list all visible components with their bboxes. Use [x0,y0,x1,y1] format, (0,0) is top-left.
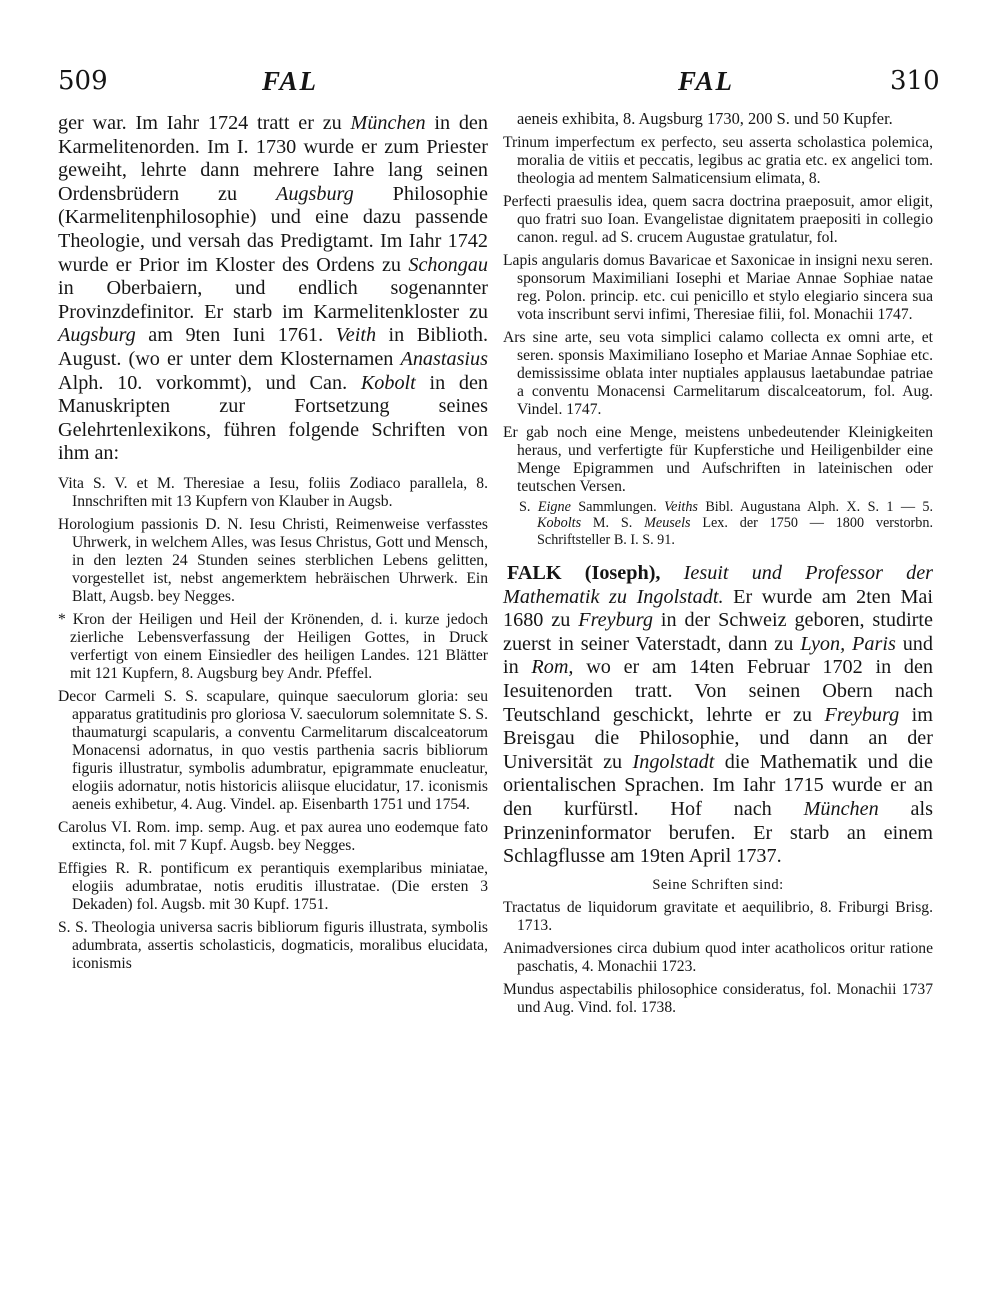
text-run: in Biblioth. August. (wo er unter dem Klosternamen [58,324,488,370]
closing-note: Er gab noch eine Menge, meistens unbedeutender Kleinigkeiten heraus, und verfertigte für Kupferstiche und Heiligenbilder eine Menge Epigrammen und Aufschriften in lateinischen oder teutschen Versen. [503,423,933,495]
place-name: Augsburg [58,324,136,347]
place-name: Rom, [531,656,574,679]
writing-entry: Tractatus de liquidorum gravitate et aequilibrio, 8. Friburgi Brisg. 1713. [503,898,933,934]
left-running-title: FAL [262,66,319,96]
falk-article [503,562,933,869]
place-name: Lyon, Paris [800,632,896,655]
text-run: ger war. Im Iahr 1724 tratt er zu [58,112,351,134]
bibliography-entry: Lapis angularis domus Bavaricae et Saxonicae in insigni nexu seren. sponsorum Maximiliani Iosephi et Mariae Annae Sophiae natae reg. Polon. princip. etc. cui penicillo et stylo elegiario sincera sua vota inscribunt servi infimi, Theresiae filii, fol. Monachii 1747. [503,251,933,323]
text-run: Er wurde am 2ten Mai 1680 zu [503,585,933,632]
text-run: Eigne [537,498,571,515]
text-run: als Prinzeninformator berufen. Er starb an einem Schlagflusse am 19ten April 1737. [503,798,933,868]
right-running-title: FAL [678,66,735,96]
bibliography-entry: Effigies R. R. pontificum ex perantiquis exemplaribus miniatae, elogiis adumbratae, notis eruditis illustratae. (Die ersten 3 Dekaden) fol. Augsb. mit 30 Kupf. 1751. [58,859,488,913]
text-run: wo er am 14ten Februar 1702 in den Iesuitenorden tratt. Von seinen Obern nach Teutschland geschickt, lehrte er zu [503,656,934,726]
writing-entry: Animadversiones circa dubium quod inter acatholicos oritur ratione paschatis, 4. Monachii 1723. [503,939,933,975]
author-name: Veiths [664,498,698,515]
bibliography-entry: Perfecti praesulis idea, quem sacra doctrina praeposuit, amor eligit, quo fratri suo Ioan. Evangelistae dignitatem praepositi in collegio canon. regul. ad S. crucem Augustae gratulatur, fol. [503,192,933,246]
entry-headword: FALK (Ioseph), [507,562,661,585]
text-run: in Oberbaiern, und endlich sogenannter Provinzdefinitor. Er starb im Karmelitenkloster zu [58,277,488,323]
text-run: Bibl. Augustana Alph. X. S. 1 — 5. [697,498,934,515]
bibliography-entry: Vita S. V. et M. Theresiae a Iesu, foliis Zodiaco parallela, 8. Innschriften mit 13 Kupfern von Klauber in Augsb. [58,474,488,510]
text-run: Sammlungen. [570,498,665,515]
bibliography-entry: Carolus VI. Rom. imp. semp. Aug. et pax aurea uno eodemque fato extincta, fol. mit 7 Kupf. Augsb. bey Negges. [58,818,488,854]
entry-description: Iesuit und Professor der Mathematik zu Ingolstadt. [503,562,934,608]
place-name: Schongau [408,253,488,276]
bibliography-entry: Ars sine arte, seu vota simplici calamo collecta ex omni arte, et seren. sponsis Maximiliano Iosepho et Mariae Annae Sophiae etc. demississime oblata inter nuptiales applausus laetabundae patriae a conventu Monacensi Carmelitarum discalceatorum, fol. Aug. Vindel. 1747. [503,328,933,418]
author-name: Veith [335,324,377,347]
left-page-number: 509 [58,66,108,96]
writings-heading: Seine Schriften sind: [652,876,784,893]
place-name: München [803,798,879,821]
continued-entry: aeneis exhibita, 8. Augsburg 1730, 200 S. und 50 Kupfer. [517,109,893,128]
text-run: in der Schweiz geboren, studirte zuerst in seiner Vaterstadt, dann zu [503,609,933,655]
right-column [503,110,933,1017]
right-page-number: 310 [890,66,940,96]
place-name: Freyburg [578,609,653,632]
text-run: Alph. 10. vorkommt), und Can. [58,371,361,394]
text-run: Lex. der 1750 — 1800 verstorbn. Schriftsteller B. I. S. 91. [537,515,933,548]
place-name: Augsburg [275,182,354,205]
text-run: die Mathematik und die orientalischen Sprachen. Im Iahr 1715 wurde er an den kurfürstl. Hof nach [503,750,933,821]
bibliography-entry: Trinum imperfectum ex perfecto, seu asserta scholastica polemica, moralia de vitiis et peccatis, legibus ac gratia etc. ex angelici tom. theologia ad mentem Salmaticensium elimata, 8. [503,133,933,187]
left-column [58,112,488,973]
text-run: M. S. [581,515,645,532]
author-name: Kobolt [360,371,416,394]
place-name: Freyburg [824,703,900,726]
text-run: und in [503,632,933,679]
text-run: in den Karmelitenorden. Im I. 1730 wurde er zum Priester geweiht, lehrte dann mehrere Iahre lang seinen Ordensbrüdern zu [58,112,488,205]
text-run [660,562,683,584]
monastic-name: Anastasius [400,347,488,370]
text-run: im Breisgau die Philosophie, und dann an der Universität zu [503,703,933,773]
bibliography-entry: Horologium passionis D. N. Iesu Christi, Reimenweise verfasstes Uhrwerk, in welchem Alles, was Iesus Christus, Gott und Mensch, in den lezten 24 Stunden seines sterblichen Lebens gelitten, vorgestellet ist, nebst angemerktem hebräischen Uhrwerk. Ein Blatt, Augsb. bey Negges. [58,515,488,605]
bibliography-entry: Decor Carmeli S. S. scapulare, quinque saeculorum gloria: seu apparatus gratitudinis pro gloriosa V. saeculorum solemnitate S. S. thaumaturgi scapularis, a conventu Carmelitarum discalceatorum Monacensi adornatus, in quo vestis parthenia sacris bibliorum figuris illustratur, symbolis adumbratur, epigrammate enucleatur, elogiis adornatur, notis historicis aliisque elucidatur, 17. iconismis aeneis exhibetur, 4. Aug. Vindel. ap. Eisenbarth 1751 und 1754. [58,687,488,813]
intro-paragraph [58,112,488,466]
writing-entry: Mundus aspectabilis philosophice consideratus, fol. Monachii 1737 und Aug. Vind. fol. 1738. [503,980,933,1016]
place-name: Ingolstadt [632,750,715,773]
author-name: Kobolts [537,515,582,532]
bibliography-entry: S. S. Theologia universa sacris bibliorum figuris illustrata, symbolis adumbrata, assertis scholasticis, dogmaticis, moralibus elucidata, iconismis [58,918,488,972]
text-run: Philosophie (Karmelitenphilosophie) und eine dazu passende Theologie, und versah das Predigtamt. Im Iahr 1742 wurde er Prior im Kloster des Ordens zu [58,182,489,276]
source-reference [503,499,933,549]
bibliography-entry: * Kron der Heiligen und Heil der Krönenden, d. i. kurze jedoch zierliche Lebensverfassung der Heiligen Gottes, in Druck verfertigt von einem Einsiedler des heiligen Landes. 121 Blätter mit 121 Kupfern, 8. Augsburg bey Andr. Pfeffel. [58,610,488,682]
text-run: in den Manuskripten zur Fortsetzung seines Gelehrtenlexikons, führen folgende Schriften von ihm an: [58,371,488,465]
author-name: Meusels [644,515,691,532]
place-name: München [350,112,426,134]
text-run: S. [519,498,538,515]
text-run: am 9ten Iuni 1761. [135,324,336,347]
